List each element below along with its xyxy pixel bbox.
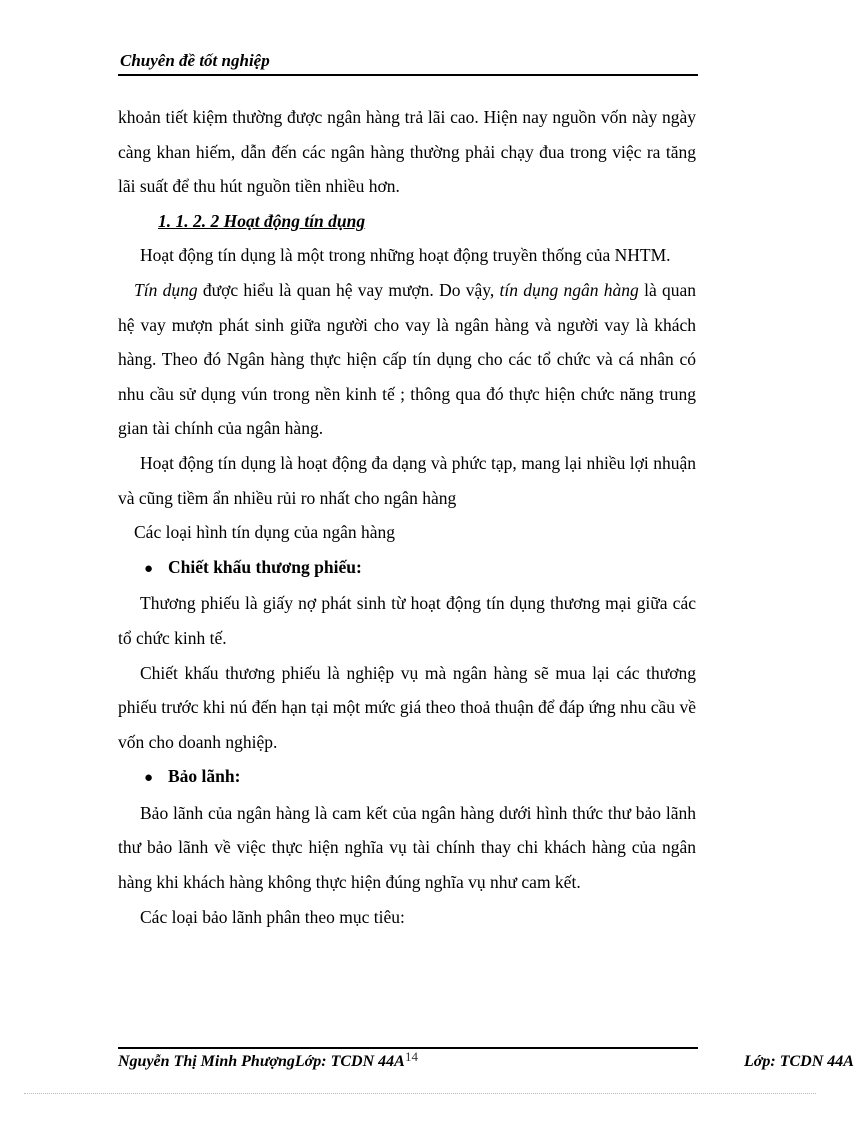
paragraph-3 <box>118 273 696 446</box>
section-heading: 1. 1. 2. 2 Hoạt động tín dụng <box>158 210 366 231</box>
bullet-item-bao-lanh <box>118 759 696 796</box>
paragraph-3-part-a: được hiểu là quan hệ vay mượn. Do vậy, <box>197 279 500 300</box>
term-tin-dung-ngan-hang: tín dụng ngân hàng <box>499 279 639 300</box>
bullet-label: Chiết khấu thương phiếu: <box>168 556 362 577</box>
footer-author-class: Nguyễn Thị Minh PhượngLớp: TCDN 44A <box>118 1053 405 1070</box>
header-title: Chuyên đề tốt nghiệp <box>120 51 270 70</box>
paragraph-8: Bảo lãnh của ngân hàng là cam kết của ngân hàng dưới hình thức thư bảo lãnh thư bảo lãnh về việc thực hiện nghĩa vụ tài chính thay chi khách hàng của ngân hàng khi khách hàng không thực hiện đúng nghĩa vụ như cam kết. <box>118 802 696 893</box>
paragraph-9: Các loại bảo lãnh phân theo mục tiêu: <box>140 906 405 927</box>
bullet-label: Bảo lãnh: <box>168 766 241 787</box>
page-number: 14 <box>405 1049 418 1064</box>
bullet-icon: ● <box>144 560 154 577</box>
body-text <box>118 100 696 934</box>
header-rule <box>118 74 698 76</box>
paragraph-5: Các loại hình tín dụng của ngân hàng <box>134 522 395 543</box>
bullet-item-chiet-khau <box>118 550 696 587</box>
bullet-icon: ● <box>144 770 154 787</box>
paragraph-4: Hoạt động tín dụng là hoạt động đa dạng và phức tạp, mang lại nhiều lợi nhuận và cũng tiềm ẩn nhiều rủi ro nhất cho ngân hàng <box>118 452 696 508</box>
paragraph-2: Hoạt động tín dụng là một trong những hoạt động truyền thống của NHTM. <box>140 245 671 266</box>
paragraph-3-part-b: là quan hệ vay mượn phát sinh giữa người cho vay là ngân hàng và người vay là khách hàng. Theo đó Ngân hàng thực hiện cấp tín dụng cho các tổ chức và cá nhân có nhu cầu sử dụng vún trong nền kinh tế ; thông qua đó thực hiện chức năng trung gian tài chính của ngân hàng. <box>118 279 696 439</box>
paragraph-1: khoản tiết kiệm thường được ngân hàng trả lãi cao. Hiện nay nguồn vốn này ngày càng khan hiếm, dẫn đến các ngân hàng thường phải chạy đua trong việc ra tăng lãi suất để thu hút nguồn tiền nhiều hơn. <box>118 107 696 197</box>
paragraph-7: Chiết khấu thương phiếu là nghiệp vụ mà ngân hàng sẽ mua lại các thương phiếu trước khi nú đến hạn tại một mức giá theo thoả thuận để đáp ứng nhu cầu về vốn cho doanh nghiệp. <box>118 662 696 752</box>
page-bottom-divider <box>24 1093 816 1094</box>
paragraph-6: Thương phiếu là giấy nợ phát sinh từ hoạt động tín dụng thương mại giữa các tổ chức kinh tế. <box>118 593 696 648</box>
term-tin-dung: Tín dụng <box>134 279 198 300</box>
footer-class: Lớp: TCDN 44A <box>744 1053 854 1070</box>
